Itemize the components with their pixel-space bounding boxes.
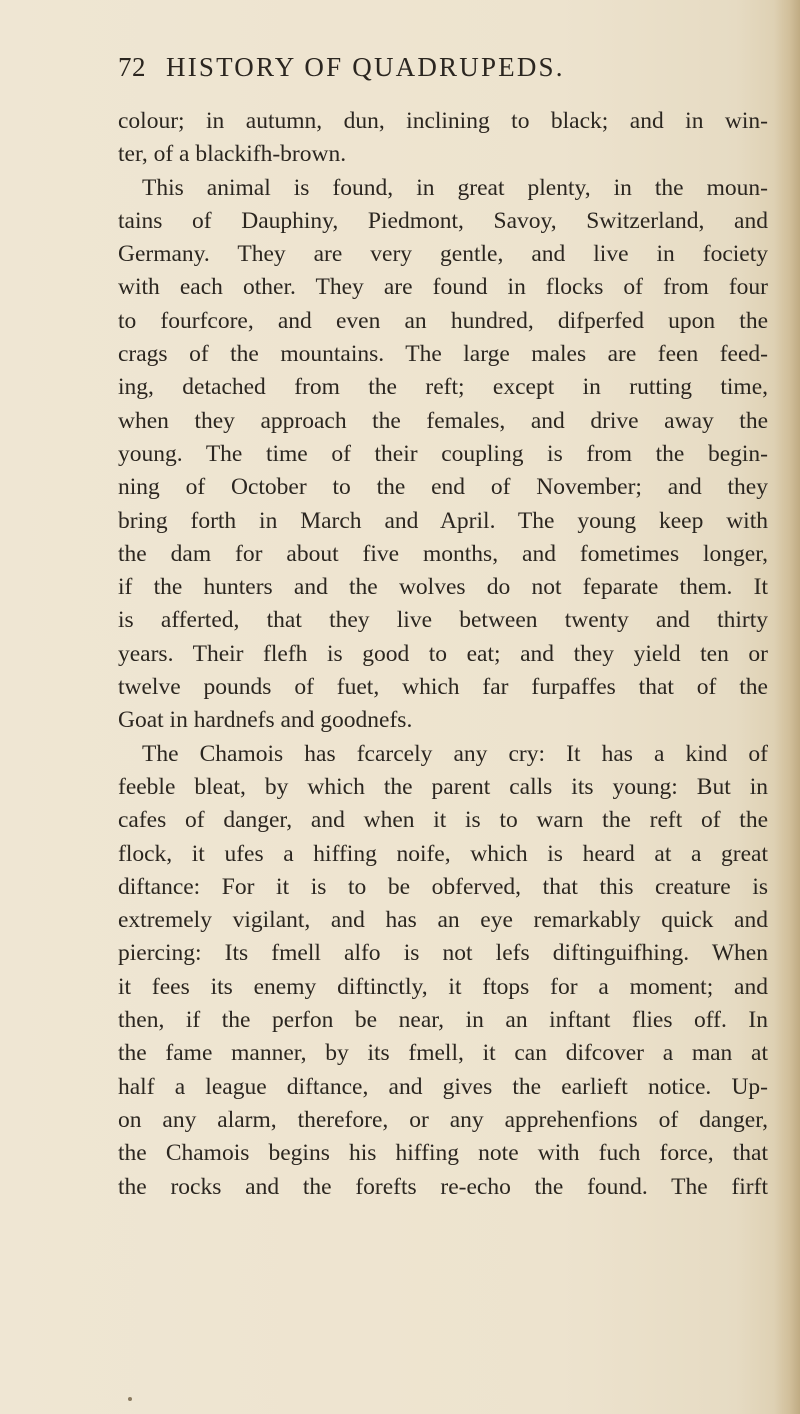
page-number: 72 bbox=[118, 52, 146, 82]
page-edge-shadow bbox=[774, 0, 800, 1414]
ink-speck bbox=[128, 1397, 132, 1401]
text-line: if the hunters and the wolves do not feparate them. It bbox=[118, 574, 768, 601]
text-line: is afferted, that they live between twenty and thirty bbox=[118, 607, 768, 634]
text-line: tains of Dauphiny, Piedmont, Savoy, Switzerland, and bbox=[118, 207, 768, 234]
text-line: ter, of a blackifh-brown. bbox=[118, 141, 347, 168]
text-line: Goat in hardnefs and goodnefs. bbox=[118, 707, 413, 734]
text-line: then, if the perfon be near, in an inftant flies off. In bbox=[118, 1007, 768, 1034]
text-line: with each other. They are found in flocks of from four bbox=[118, 274, 768, 301]
text-line: twelve pounds of fuet, which far furpaffes that of the bbox=[118, 674, 768, 701]
text-line: the rocks and the forefts re-echo the found. The firft bbox=[118, 1173, 768, 1200]
text-line: piercing: Its fmell alfo is not lefs diftinguifhing. When bbox=[118, 940, 768, 967]
page-header bbox=[118, 52, 758, 92]
body-text bbox=[118, 105, 768, 1204]
text-line: flock, it ufes a hiffing noife, which is heard at a great bbox=[118, 840, 768, 867]
text-line: feeble bleat, by which the parent calls its young: But in bbox=[118, 773, 768, 800]
text-line: the dam for about five months, and fometimes longer, bbox=[118, 540, 768, 567]
text-line: This animal is found, in great plenty, in the moun- bbox=[142, 174, 768, 201]
text-line: ning of October to the end of November; and they bbox=[118, 474, 768, 501]
text-line: years. Their flefh is good to eat; and they yield ten or bbox=[118, 640, 768, 667]
text-line: the fame manner, by its fmell, it can difcover a man at bbox=[118, 1040, 768, 1067]
text-line: extremely vigilant, and has an eye remarkably quick and bbox=[118, 907, 768, 934]
text-line: colour; in autumn, dun, inclining to black; and in win- bbox=[118, 108, 768, 134]
text-line: Germany. They are very gentle, and live in fociety bbox=[118, 241, 768, 268]
text-line: it fees its enemy diftinctly, it ftops for a moment; and bbox=[118, 973, 768, 1000]
text-line: the Chamois begins his hiffing note with fuch force, that bbox=[118, 1140, 768, 1167]
text-line: to fourfcore, and even an hundred, difperfed upon the bbox=[118, 307, 768, 334]
text-line: young. The time of their coupling is from the begin- bbox=[118, 440, 768, 467]
running-head: HISTORY OF QUADRUPEDS. bbox=[166, 52, 565, 82]
text-line: crags of the mountains. The large males are feen feed- bbox=[118, 341, 768, 368]
text-line: ing, detached from the reft; except in rutting time, bbox=[118, 374, 768, 401]
text-line: diftance: For it is to be obferved, that this creature is bbox=[118, 873, 768, 900]
text-line: The Chamois has fcarcely any cry: It has a kind of bbox=[142, 740, 768, 767]
text-line: on any alarm, therefore, or any apprehenfions of danger, bbox=[118, 1106, 768, 1133]
text-line: bring forth in March and April. The young keep with bbox=[118, 507, 768, 534]
text-line: when they approach the females, and drive away the bbox=[118, 407, 768, 434]
text-line: cafes of danger, and when it is to warn the reft of the bbox=[118, 807, 768, 834]
text-line: half a league diftance, and gives the earlieft notice. Up- bbox=[118, 1073, 768, 1100]
